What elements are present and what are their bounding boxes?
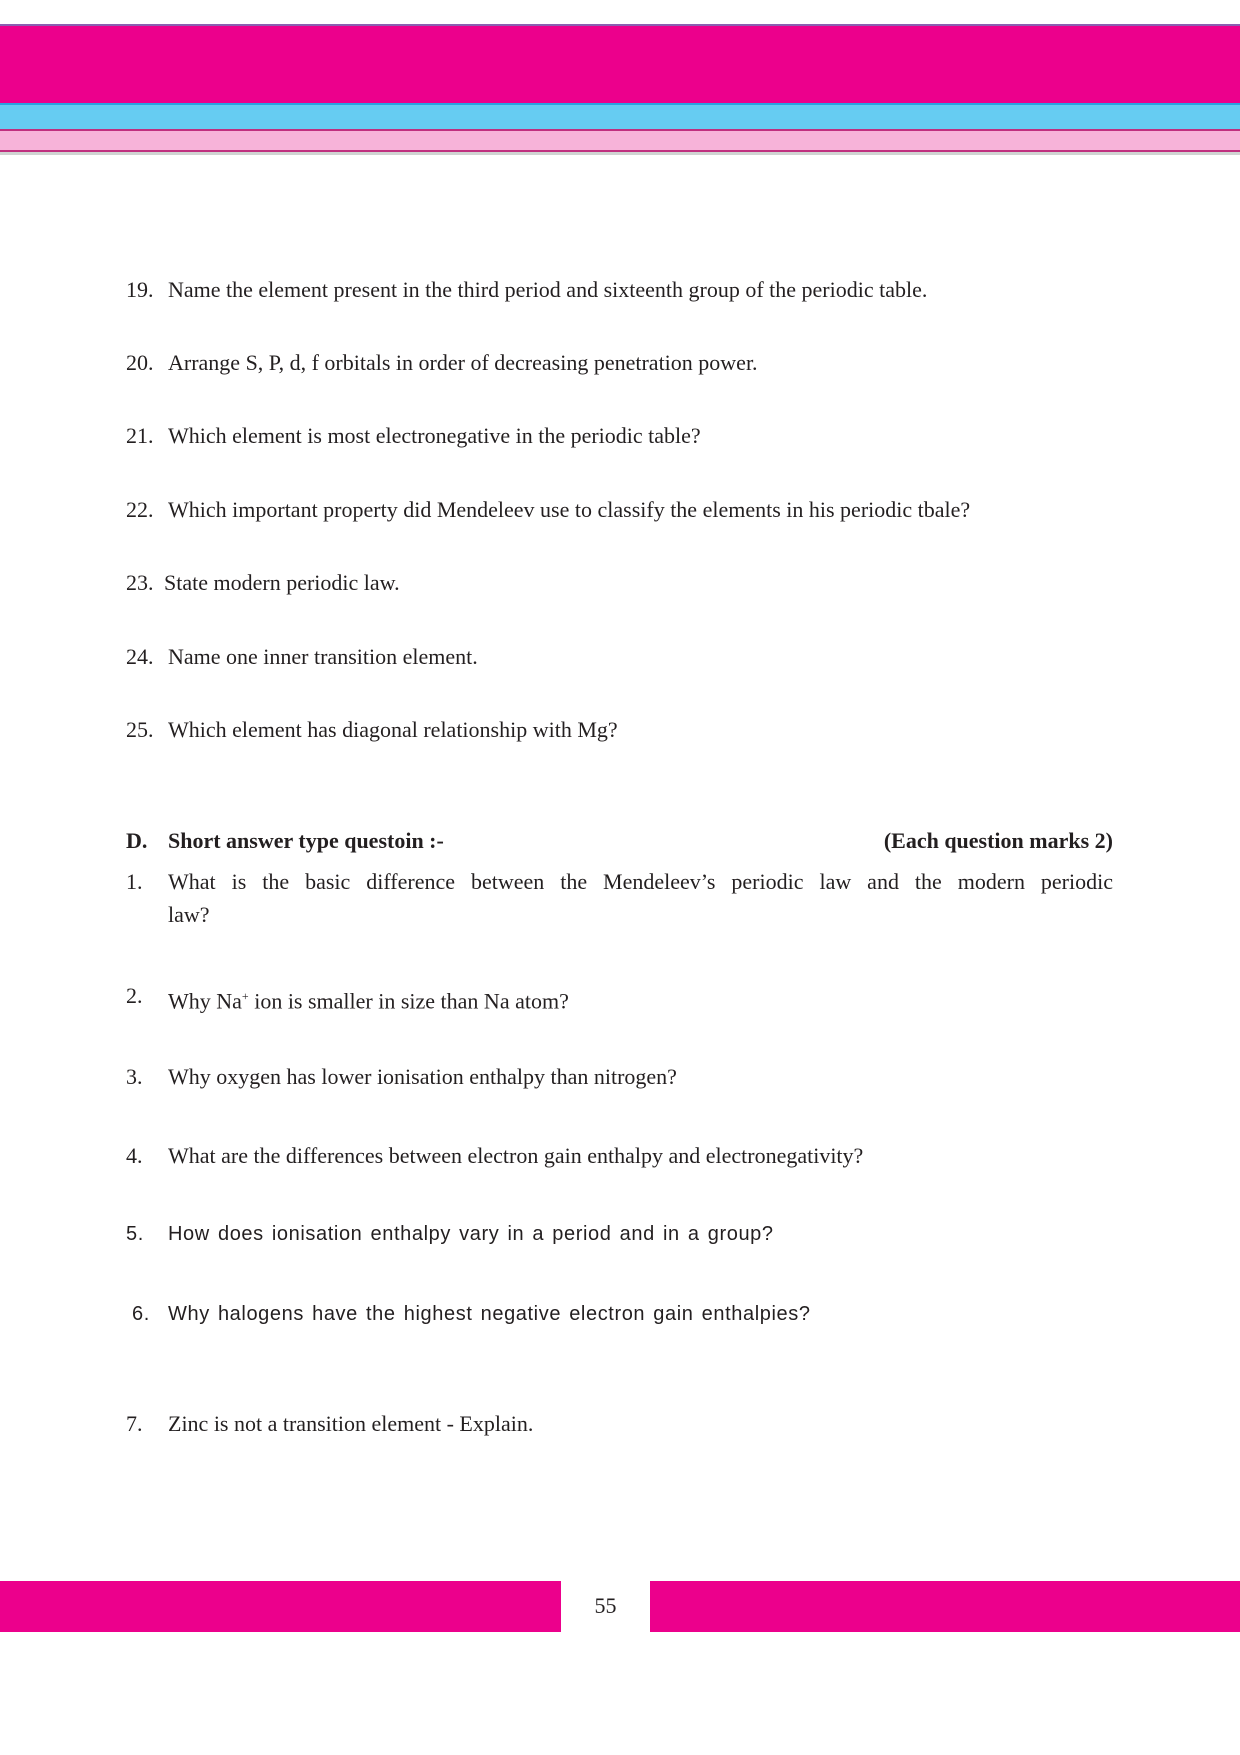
question-number: 23. — [126, 570, 154, 595]
question-number: 3. — [126, 1064, 143, 1089]
question-number: 22. — [126, 497, 154, 522]
section-letter: D. — [126, 828, 148, 853]
question-text: Which element has diagonal relationship with Mg? — [168, 717, 618, 742]
section-marks: (Each question marks 2) — [883, 828, 1113, 853]
question-text: Which important property did Mendeleev use to classify the elements in his periodic tbale? — [168, 497, 971, 522]
question-text: State modern periodic law. — [164, 570, 400, 595]
page-number: 55 — [594, 1593, 617, 1618]
question-number: 1. — [126, 869, 143, 894]
question-text — [168, 979, 569, 1018]
question-number: 6. — [132, 1303, 150, 1325]
question-text: Which element is most electronegative in the periodic table? — [168, 423, 701, 448]
header-grey-line — [0, 152, 1240, 155]
superscript-charge: + — [241, 989, 249, 1003]
question-text: What are the differences between electron gain enthalpy and electronegativity? — [168, 1143, 864, 1168]
question-text: Name the element present in the third period and sixteenth group of the periodic table. — [168, 277, 928, 302]
header-cyan-band — [0, 103, 1240, 130]
question-number: 20. — [126, 350, 154, 375]
footer-band-left — [0, 1581, 561, 1632]
question-number: 24. — [126, 644, 154, 669]
question-number: 4. — [126, 1143, 143, 1168]
footer-band-right — [650, 1581, 1240, 1632]
text-part: Why Na — [168, 988, 242, 1014]
text-part: ion is smaller in size than Na atom? — [248, 988, 569, 1014]
question-number: 2. — [126, 983, 143, 1008]
question-number: 19. — [126, 277, 154, 302]
question-text: Why halogens have the highest negative electron gain enthalpies? — [168, 1303, 811, 1325]
question-text: Why oxygen has lower ionisation enthalpy than nitrogen? — [168, 1064, 677, 1089]
question-text: Name one inner transition element. — [168, 644, 478, 669]
question-text-continued: law? — [168, 902, 210, 927]
question-text: How does ionisation enthalpy vary in a period and in a group? — [168, 1223, 774, 1245]
question-text: Zinc is not a transition element - Explain. — [168, 1411, 534, 1436]
header-magenta-band — [0, 24, 1240, 105]
section-title: Short answer type questoin :- — [168, 828, 444, 853]
question-number: 5. — [126, 1223, 144, 1245]
question-number: 25. — [126, 717, 154, 742]
question-text: Arrange S, P, d, f orbitals in order of decreasing penetration power. — [168, 350, 758, 375]
question-number: 7. — [126, 1411, 143, 1436]
header-pink-band — [0, 129, 1240, 152]
question-number: 21. — [126, 423, 154, 448]
question-text: What is the basic difference between the Mendeleev’s periodic law and the modern periodic — [168, 869, 1113, 894]
